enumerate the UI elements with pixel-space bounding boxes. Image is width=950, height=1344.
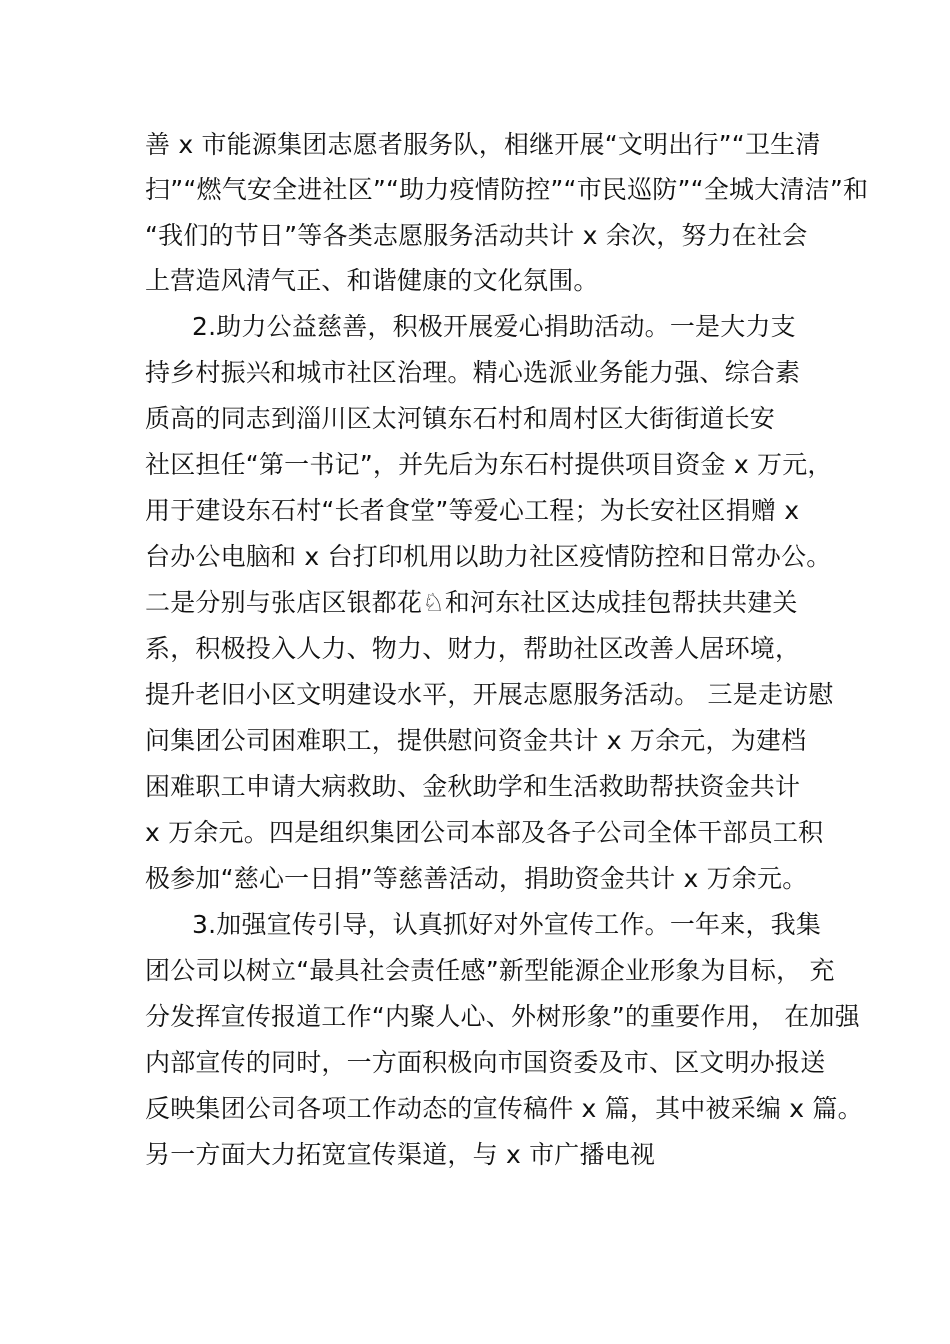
text-line: 另一方面大力拓宽宣传渠道，与 x 市广播电视 (145, 1140, 656, 1169)
text-line: 反映集团公司各项工作动态的宣传稿件 x 篇，其中被采编 x 篇。 (145, 1094, 863, 1123)
text-line: 持乡村振兴和城市社区治理。精心选派业务能力强、综合素 (145, 358, 801, 387)
text-line: 善 x 市能源集团志愿者服务队，相继开展“文明出行”“卫生清 (145, 130, 821, 159)
paragraph-start-line: 3.加强宣传引导，认真抓好对外宣传工作。一年来，我集 (192, 910, 822, 939)
text-line: 极参加“慈心一日捐”等慈善活动，捐助资金共计 x 万余元。 (145, 864, 808, 893)
text-line: x 万余元。四是组织集团公司本部及各子公司全体干部员工积 (145, 818, 824, 847)
text-line: 质高的同志到淄川区太河镇东石村和周村区大街街道长安 (145, 404, 776, 433)
text-line: 社区担任“第一书记”，并先后为东石村提供项目资金 x 万元， (145, 450, 833, 479)
text-line: 团公司以树立“最具社会责任感”新型能源企业形象为目标， 充 (145, 956, 835, 985)
text-line: 分发挥宣传报道工作“内聚人心、外树形象”的重要作用， 在加强 (145, 1002, 860, 1031)
text-line: 问集团公司困难职工，提供慰问资金共计 x 万余元，为建档 (145, 726, 807, 755)
paragraph-start-line: 2.助力公益慈善，积极开展爱心捐助活动。一是大力支 (192, 312, 796, 341)
text-line: 二是分别与张店区银都花♘和河东社区达成挂包帮扶共建关 (145, 588, 798, 617)
text-line: 上营造风清气正、和谐健康的文化氛围。 (145, 266, 599, 295)
text-line: 用于建设东石村“长者食堂”等爱心工程；为长安社区捐赠 x (145, 496, 800, 525)
text-line: 系，积极投入人力、物力、财力，帮助社区改善人居环境， (145, 634, 801, 663)
text-line: 提升老旧小区文明建设水平，开展志愿服务活动。 三是走访慰 (145, 680, 834, 709)
text-line: 内部宣传的同时，一方面积极向市国资委及市、区文明办报送 (145, 1048, 826, 1077)
text-line: 困难职工申请大病救助、金秋助学和生活救助帮扶资金共计 (145, 772, 801, 801)
text-line: “我们的节日”等各类志愿服务活动共计 x 余次，努力在社会 (145, 221, 808, 250)
text-line: 台办公电脑和 x 台打印机用以助力社区疫情防控和日常办公。 (145, 542, 832, 571)
text-line: 扫”“燃气安全进社区”“助力疫情防控”“市民巡防”“全城大清洁”和 (145, 175, 869, 204)
